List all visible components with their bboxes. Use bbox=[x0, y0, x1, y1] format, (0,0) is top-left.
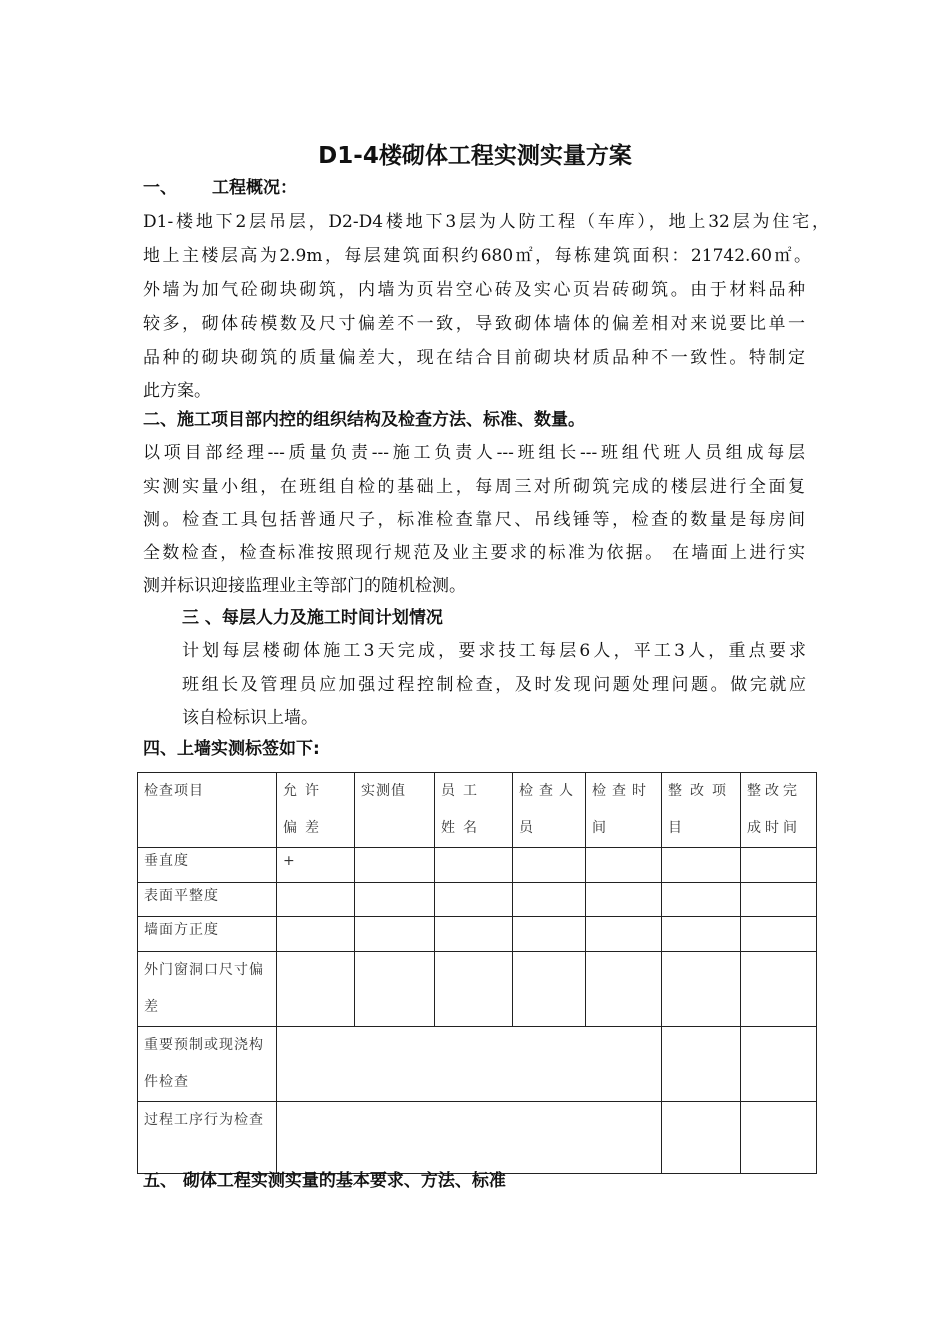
table-cell bbox=[586, 848, 662, 883]
table-cell bbox=[741, 917, 817, 952]
paragraph-line: 全数检查，检查标准按照现行规范及业主要求的标准为依据。 在墙面上进行实 bbox=[143, 543, 805, 563]
table-row bbox=[138, 1102, 817, 1174]
table-cell bbox=[586, 883, 662, 917]
paragraph-line: 此方案。 bbox=[143, 381, 211, 401]
paragraph-line: 地上主楼层高为2.9m，每层建筑面积约680㎡，每栋建筑面积：21742.60㎡。 bbox=[143, 246, 811, 266]
row-label: 墙面方正度 bbox=[138, 917, 277, 952]
row-label: 重要预制或现浇构件检查 bbox=[138, 1027, 277, 1102]
table-cell bbox=[741, 848, 817, 883]
header-cell: 检查时间 bbox=[586, 773, 662, 848]
paragraph-line: 班组长及管理员应加强过程控制检查，及时发现问题处理问题。做完就应 bbox=[182, 675, 806, 695]
header-cell: 整改项目 bbox=[662, 773, 741, 848]
section1-heading: 工程概况： bbox=[212, 178, 297, 198]
table-cell bbox=[741, 1102, 817, 1174]
table-cell bbox=[586, 952, 662, 1027]
merged-cell bbox=[277, 1102, 662, 1174]
table-cell bbox=[741, 1027, 817, 1102]
paragraph-line: 品种的砌块砌筑的质量偏差大，现在结合目前砌块材质品种不一致性。特制定 bbox=[143, 348, 805, 368]
table-cell bbox=[355, 917, 435, 952]
table-cell bbox=[277, 883, 355, 917]
table-cell bbox=[435, 952, 513, 1027]
row-label: 过程工序行为检查 bbox=[138, 1102, 277, 1174]
table-cell bbox=[435, 883, 513, 917]
table-row bbox=[138, 917, 817, 952]
paragraph-line: 计划每层楼砌体施工3天完成，要求技工每层6人，平工3人，重点要求 bbox=[182, 641, 806, 661]
table-header-row bbox=[138, 773, 817, 848]
table-row bbox=[138, 952, 817, 1027]
header-cell: 整改完成时间 bbox=[741, 773, 817, 848]
merged-cell bbox=[277, 1027, 662, 1102]
paragraph-line: D1-楼地下2层吊层，D2-D4楼地下3层为人防工程（车库），地上32层为住宅， bbox=[143, 212, 829, 232]
table-cell bbox=[513, 917, 586, 952]
header-cell: 检查人员 bbox=[513, 773, 586, 848]
row-label: 外门窗洞口尺寸偏差 bbox=[138, 952, 277, 1027]
table-row bbox=[138, 1027, 817, 1102]
section2-heading: 二、施工项目部内控的组织结构及检查方法、标准、数量。 bbox=[143, 410, 585, 430]
table-cell bbox=[741, 883, 817, 917]
table-cell bbox=[586, 917, 662, 952]
section4-heading: 四、上墙实测标签如下: bbox=[143, 739, 320, 759]
table-cell bbox=[662, 848, 741, 883]
table-cell bbox=[277, 952, 355, 1027]
paragraph-line: 以项目部经理---质量负责---施工负责人---班组长---班组代班人员组成每层 bbox=[143, 443, 805, 463]
paragraph-line: 实测实量小组，在班组自检的基础上，每周三对所砌筑完成的楼层进行全面复 bbox=[143, 477, 805, 497]
table-cell bbox=[435, 848, 513, 883]
paragraph-line: 测并标识迎接监理业主等部门的随机检测。 bbox=[143, 576, 466, 596]
table-cell bbox=[513, 848, 586, 883]
paragraph-line: 较多，砌体砖模数及尺寸偏差不一致，导致砌体墙体的偏差相对来说要比单一 bbox=[143, 314, 805, 334]
table-cell bbox=[662, 1102, 741, 1174]
table-cell bbox=[741, 952, 817, 1027]
table-cell bbox=[662, 1027, 741, 1102]
table-row bbox=[138, 883, 817, 917]
table-cell bbox=[662, 883, 741, 917]
section5-heading: 五、 砌体工程实测实量的基本要求、方法、标准 bbox=[143, 1171, 506, 1191]
paragraph-line: 测。检查工具包括普通尺子，标准检查靠尺、吊线锤等，检查的数量是每房间 bbox=[143, 510, 805, 530]
table-cell bbox=[662, 952, 741, 1027]
measurement-label-table bbox=[137, 772, 817, 1174]
table-cell bbox=[662, 917, 741, 952]
paragraph-line: 该自检标识上墙。 bbox=[182, 708, 318, 728]
table-row bbox=[138, 848, 817, 883]
section3-heading: 三 、每层人力及施工时间计划情况 bbox=[182, 608, 443, 628]
table-cell bbox=[513, 952, 586, 1027]
row-label: 垂直度 bbox=[138, 848, 277, 883]
row-label: 表面平整度 bbox=[138, 883, 277, 917]
header-cell: 检查项目 bbox=[138, 773, 277, 848]
document-title: D1-4楼砌体工程实测实量方案 bbox=[318, 143, 632, 169]
table-cell bbox=[513, 883, 586, 917]
header-cell: 员工姓名 bbox=[435, 773, 513, 848]
table-cell bbox=[355, 883, 435, 917]
section1-number: 一、 bbox=[143, 178, 177, 198]
header-cell: 实测值 bbox=[355, 773, 435, 848]
tolerance-cell: + bbox=[277, 848, 355, 883]
table-cell bbox=[355, 952, 435, 1027]
table-cell bbox=[277, 917, 355, 952]
table-cell bbox=[355, 848, 435, 883]
table-cell bbox=[435, 917, 513, 952]
paragraph-line: 外墙为加气砼砌块砌筑，内墙为页岩空心砖及实心页岩砖砌筑。由于材料品种 bbox=[143, 280, 805, 300]
header-cell: 允许偏差 bbox=[277, 773, 355, 848]
